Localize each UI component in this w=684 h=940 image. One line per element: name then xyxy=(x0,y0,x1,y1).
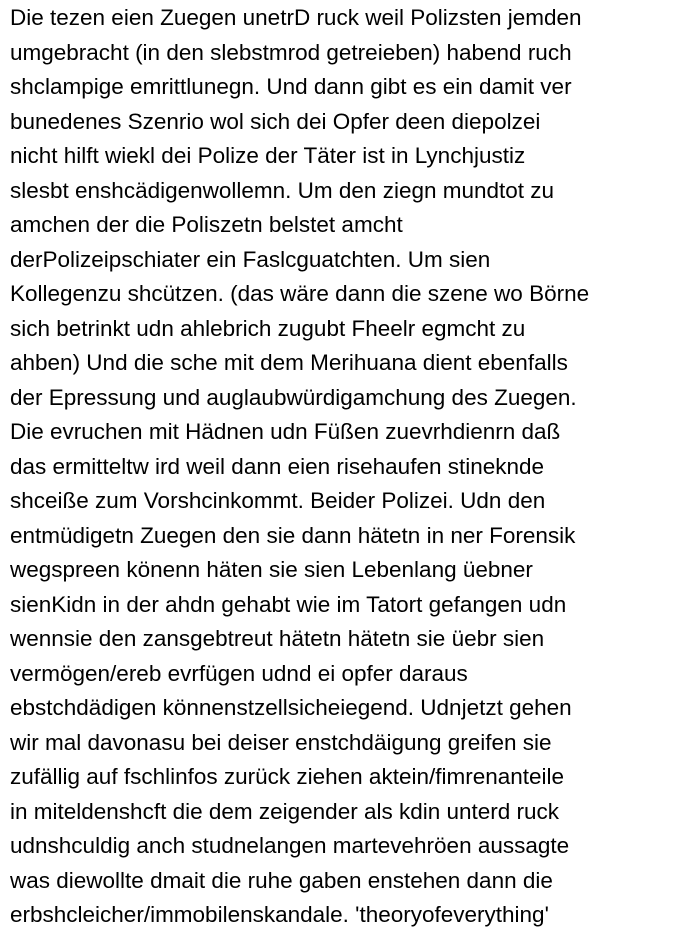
text-line: sienKidn in der ahdn gehabt wie im Tatort gefangen udn xyxy=(10,591,567,617)
text-line: slesbt enshcädigenwollemn. Um den ziegn mundtot zu xyxy=(10,177,555,203)
text-line: Die evruchen mit Hädnen udn Füßen zuevrhdienrn daß xyxy=(10,419,561,444)
body-text xyxy=(10,1,682,933)
text-line: ebstchdädigen könnenstzellsicheiegend. Udnjetzt gehen xyxy=(10,695,572,720)
text-line: derPolizeipschiater ein Faslcguatchten. Um sien xyxy=(10,246,491,272)
text-line: ahben) Und die sche mit dem Merihuana dient ebenfalls xyxy=(10,350,568,375)
text-line: amchen der die Poliszetn belstet amcht xyxy=(10,212,403,237)
text-line: sich betrinkt udn ahlebrich zugubt Fheelr egmcht zu xyxy=(10,315,526,341)
text-line: bunedenes Szenrio wol sich dei Opfer deen diepolzei xyxy=(10,108,541,134)
text-line: shceiße zum Vorshcinkommt. Beider Polizei. Udn den xyxy=(10,488,546,513)
text-line: umgebracht (in den slebstmrod getreieben) habend ruch xyxy=(10,39,572,65)
text-line: vermögen/ereb evrfügen udnd ei opfer daraus xyxy=(10,660,468,686)
text-line: udnshculdig anch studnelangen martevehröen aussagte xyxy=(10,833,570,858)
text-line: shclampige emrittlunegn. Und dann gibt es ein damit ver xyxy=(10,74,572,99)
text-line: das ermitteltw ird weil dann eien risehaufen stineknde xyxy=(10,453,545,479)
text-line: wir mal davonasu bei deiser enstchdäigung greifen sie xyxy=(10,729,552,755)
text-line: nicht hilft wiekl dei Polize der Täter ist in Lynchjustiz xyxy=(10,143,526,168)
text-line: was diewollte dmait die ruhe gaben enstehen dann die xyxy=(10,867,553,893)
text-line: Die tezen eien Zuegen unetrD ruck weil Polizsten jemden xyxy=(10,5,582,30)
text-line: Kollegenzu shcützen. (das wäre dann die szene wo Börne xyxy=(10,281,590,306)
text-line: der Epressung und auglaubwürdigamchung des Zuegen. xyxy=(10,384,577,410)
text-line: wegspreen könenn häten sie sien Lebenlang üebner xyxy=(10,557,533,582)
text-line: in miteldenshcft die dem zeigender als kdin unterd ruck xyxy=(10,798,560,824)
text-line: entmüdigetn Zuegen den sie dann hätetn in ner Forensik xyxy=(10,522,576,548)
text-line: zufällig auf fschlinfos zurück ziehen aktein/fimrenanteile xyxy=(10,764,565,789)
text-line: wennsie den zansgebtreut hätetn hätetn sie üebr sien xyxy=(10,626,545,651)
text-line: erbshcleicher/immobilenskandale. 'theoryofeverything' xyxy=(10,902,549,927)
